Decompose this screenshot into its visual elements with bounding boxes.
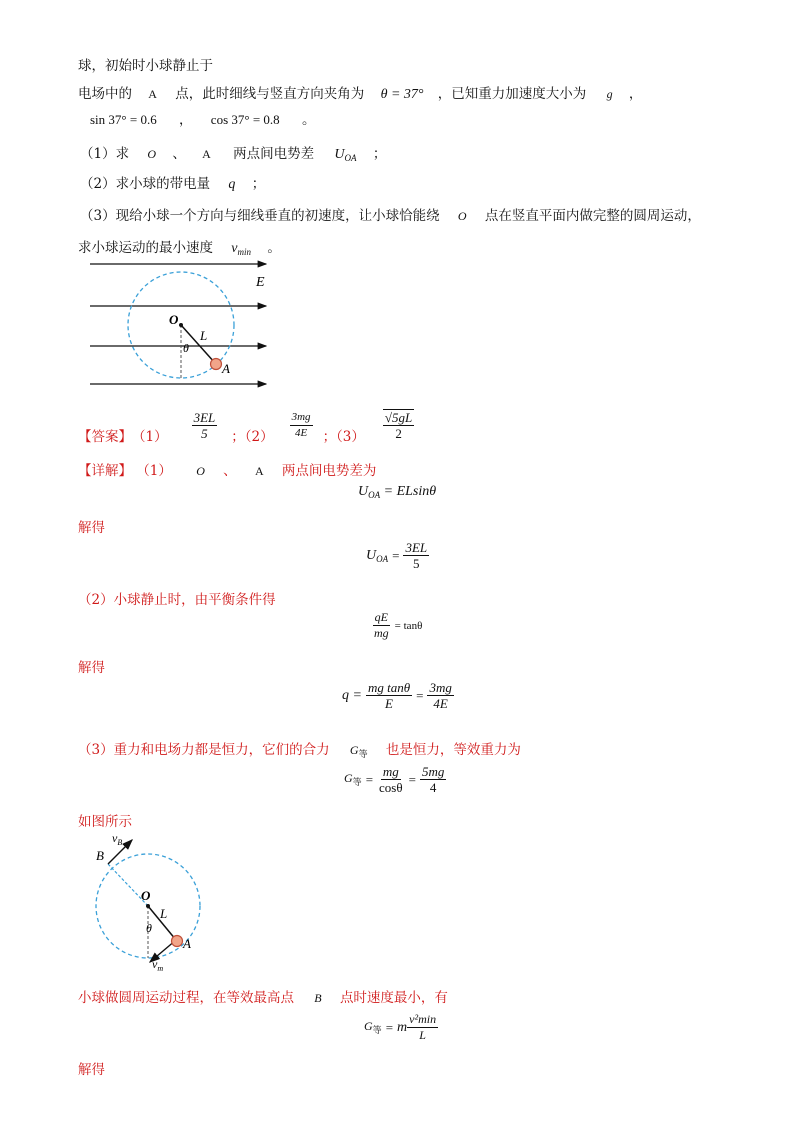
symbol-O: O xyxy=(147,147,157,161)
semicolon: ； xyxy=(251,176,266,192)
subscript: m xyxy=(157,964,164,973)
text: （3）现给小球一个方向与细线垂直的初速度，让小球恰能绕 xyxy=(80,208,440,224)
subscript: 等 xyxy=(372,1025,382,1035)
period: 。 xyxy=(267,240,281,256)
numerator: qE xyxy=(374,610,388,624)
sin-equation: sin 37° = 0.6 xyxy=(90,112,157,127)
equation-3 xyxy=(372,610,422,641)
denominator: 4E xyxy=(433,696,448,711)
equals: = xyxy=(385,1019,394,1035)
jiede-3: 解得 xyxy=(78,1062,105,1078)
symbol-A: A xyxy=(254,464,264,478)
v: v xyxy=(231,241,238,256)
dun: 、 xyxy=(223,463,237,479)
part-2: ；（2） xyxy=(231,429,274,445)
fraction-2 xyxy=(427,680,453,711)
numerator: 3EL xyxy=(193,409,216,425)
G-symbol xyxy=(350,743,368,757)
denominator: 2 xyxy=(395,426,402,441)
equation-1 xyxy=(358,484,436,500)
text: 、 xyxy=(172,146,186,162)
label-A: A xyxy=(222,361,230,376)
question-2 xyxy=(80,172,265,193)
figure-electric-field xyxy=(80,258,280,393)
equation-2 xyxy=(366,540,429,571)
denominator: 5 xyxy=(201,425,208,441)
detail-line-1 xyxy=(78,459,376,479)
symbol-A: A xyxy=(202,147,211,161)
problem-line-2 xyxy=(78,82,642,103)
comma: ， xyxy=(179,112,193,128)
text: 两点间电势差 xyxy=(233,146,315,162)
fraction xyxy=(372,610,391,641)
subscript: OA xyxy=(344,153,357,163)
cos-equation: cos 37° = 0.8 xyxy=(210,112,280,127)
question-3 xyxy=(80,204,701,224)
G-symbol xyxy=(364,1019,382,1036)
G-symbol xyxy=(344,771,362,788)
text: 两点间电势差为 xyxy=(281,463,377,479)
subscript: OA xyxy=(376,553,389,564)
text: （2）求小球的带电量 xyxy=(80,176,211,192)
equation-5 xyxy=(344,764,446,795)
problem-line-3 xyxy=(90,108,315,128)
label-vm xyxy=(152,957,163,973)
subscript: 等 xyxy=(352,777,362,787)
label-theta: θ xyxy=(146,921,152,935)
denominator: 5 xyxy=(413,556,420,571)
symbol-vmin xyxy=(231,241,251,256)
denominator: 4 xyxy=(429,780,437,795)
detail-step-2: （2）小球静止时，由平衡条件得 xyxy=(78,592,276,608)
numerator: 5mg xyxy=(421,764,445,779)
answer-1 xyxy=(192,410,218,441)
rhs: = ELsinθ xyxy=(383,484,437,499)
answer-line xyxy=(78,405,414,445)
U-symbol xyxy=(358,484,380,499)
period: 。 xyxy=(301,112,316,128)
m-symbol: m xyxy=(397,1019,408,1035)
symbol-A: A xyxy=(148,87,157,101)
v: v xyxy=(152,957,158,971)
G: G xyxy=(344,771,353,785)
detail-step-4 xyxy=(78,986,448,1006)
denominator: cosθ xyxy=(379,780,403,795)
text: （3）重力和电场力都是恒力，它们的合力 xyxy=(78,742,330,758)
fraction-1 xyxy=(366,680,412,711)
fraction-2 xyxy=(420,764,446,795)
label-E: E xyxy=(256,275,265,290)
text: 点在竖直平面内做完整的圆周运动， xyxy=(484,208,701,224)
text: 电场中的 xyxy=(78,86,132,102)
rutu-text: 如图所示 xyxy=(78,814,132,830)
numerator: mg xyxy=(382,764,399,779)
numerator: √5gL xyxy=(384,410,413,425)
theta-equation: θ = 37° xyxy=(380,87,424,102)
label-A: A xyxy=(183,936,191,951)
U-symbol xyxy=(366,548,388,564)
part-1: （1） xyxy=(132,429,168,445)
part-3: ；（3） xyxy=(322,429,365,445)
symbol-U xyxy=(334,147,356,162)
ball xyxy=(172,936,183,947)
jiede-1: 解得 xyxy=(78,520,105,536)
detail-step-3 xyxy=(78,738,521,760)
label-O: O xyxy=(169,312,179,327)
symbol-O: O xyxy=(196,464,205,478)
question-3-cont xyxy=(78,236,281,257)
equals: = xyxy=(408,771,416,787)
equals: = xyxy=(392,547,400,563)
denominator: E xyxy=(385,696,393,711)
G: G xyxy=(349,743,359,757)
question-1 xyxy=(80,142,386,163)
rhs: = tanθ xyxy=(394,619,423,632)
ball xyxy=(211,359,222,370)
pivot-point xyxy=(179,323,183,327)
numerator: v²min xyxy=(409,1012,437,1026)
label-L: L xyxy=(160,906,168,921)
equals: = xyxy=(416,687,424,703)
text: 求小球运动的最小速度 xyxy=(78,240,213,256)
detail-label: 【详解】 xyxy=(78,463,132,479)
semicolon: ； xyxy=(372,146,387,162)
subscript: B xyxy=(117,838,123,847)
symbol-B: B xyxy=(314,991,322,1005)
denominator: 4E xyxy=(294,426,308,439)
label-B: B xyxy=(96,848,104,863)
numerator: 3EL xyxy=(405,540,428,555)
symbol-O: O xyxy=(457,209,467,223)
fraction xyxy=(403,540,429,571)
part-1: （1） xyxy=(136,463,172,479)
subscript: OA xyxy=(368,490,381,500)
answer-label: 【答案】 xyxy=(78,429,132,445)
denominator: L xyxy=(419,1028,426,1042)
equals: = xyxy=(365,771,374,787)
G: G xyxy=(364,1019,373,1033)
pivot-point xyxy=(146,904,150,908)
U: U xyxy=(358,484,369,499)
figure-circular-motion xyxy=(80,828,210,978)
symbol-g: g xyxy=(606,87,613,101)
equation-4 xyxy=(342,680,454,711)
text: 也是恒力，等效重力为 xyxy=(385,742,521,758)
label-L: L xyxy=(200,328,208,343)
equation-6 xyxy=(364,1012,438,1043)
answer-2 xyxy=(290,410,313,441)
U: U xyxy=(366,547,377,563)
text: ，已知重力加速度大小为 xyxy=(437,86,587,102)
fraction xyxy=(407,1012,438,1043)
label-theta: θ xyxy=(183,341,189,355)
v: v xyxy=(112,831,118,845)
answer-3 xyxy=(383,409,414,441)
denominator: mg xyxy=(374,626,389,640)
symbol-q: q xyxy=(228,177,236,192)
numerator: mg tanθ xyxy=(367,680,411,695)
text: ， xyxy=(628,86,643,102)
subscript: 等 xyxy=(358,749,368,759)
label-vB xyxy=(112,831,122,847)
label-O: O xyxy=(141,888,151,903)
problem-line-1: 球，初始时小球静止于 xyxy=(78,58,213,74)
text: （1）求 xyxy=(80,146,130,162)
text: 小球做圆周运动过程，在等效最高点 xyxy=(78,990,294,1006)
lhs: q = xyxy=(342,687,362,703)
numerator: 3mg xyxy=(290,410,313,426)
text: 点，此时细线与竖直方向夹角为 xyxy=(175,86,365,102)
numerator: 3mg xyxy=(429,680,452,695)
fraction-1 xyxy=(377,764,405,795)
text: 点时速度最小，有 xyxy=(339,990,448,1006)
subscript: min xyxy=(237,247,252,257)
jiede-2: 解得 xyxy=(78,660,105,676)
U: U xyxy=(334,147,345,162)
